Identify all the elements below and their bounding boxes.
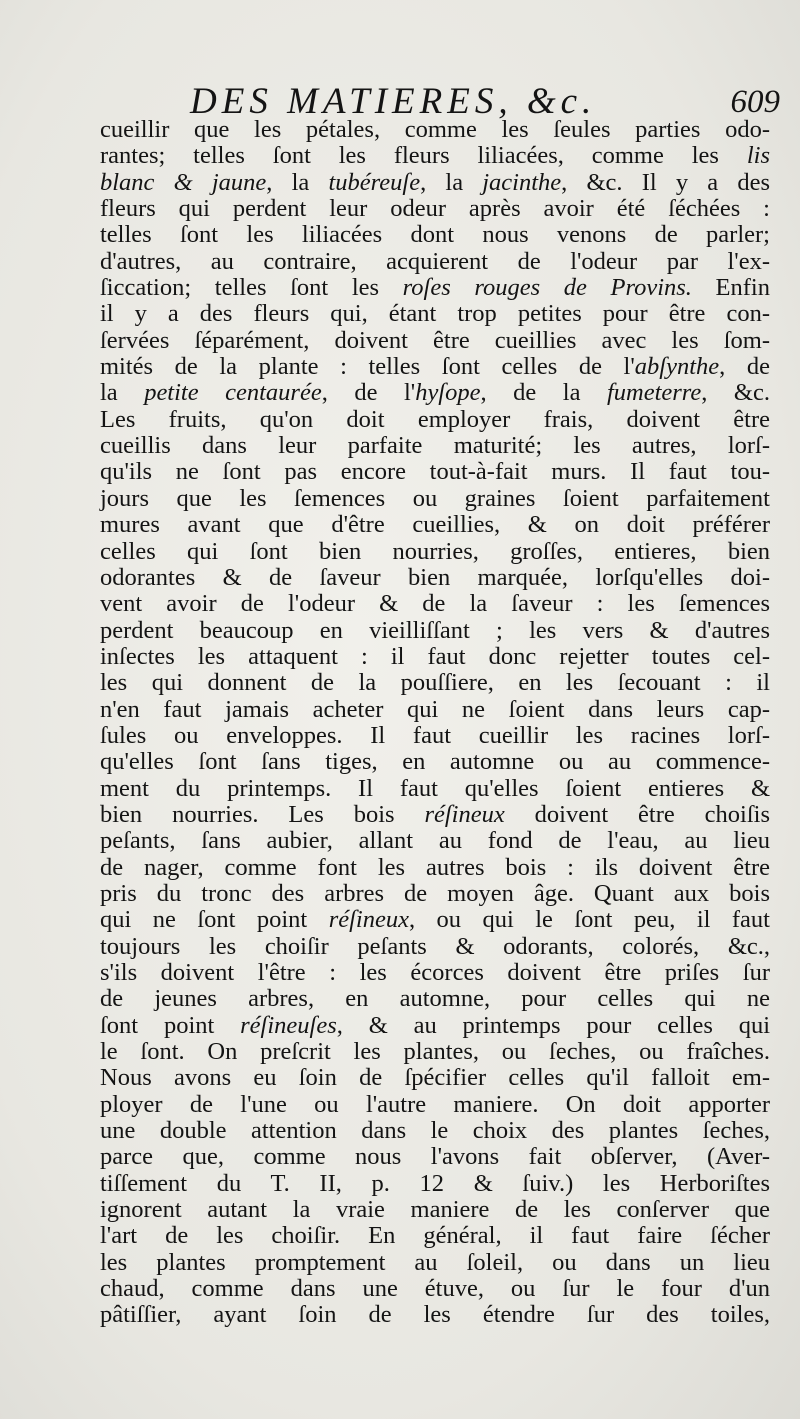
text-segment: celles qui ſont bien nourries, groſſes, entieres, bien <box>100 537 770 565</box>
text-segment: cueillis dans leur parfaite maturité; les autres, lorſ- <box>100 432 770 460</box>
text-segment: , la <box>266 168 329 196</box>
text-segment: d'autres, au contraire, acquierent de l'odeur par l'ex- <box>100 247 770 275</box>
text-line <box>100 1144 770 1170</box>
text-line <box>100 697 770 723</box>
text-line <box>100 1039 770 1065</box>
text-segment: , &c. <box>701 379 770 407</box>
text-segment: ignorent autant la vraie maniere de les conſerver que <box>100 1196 770 1224</box>
text-line <box>100 1065 770 1091</box>
italic-term: réſineux <box>328 906 409 934</box>
text-segment: mités de la plante : telles ſont celles de l' <box>100 353 635 381</box>
text-line <box>100 1302 770 1328</box>
text-segment: Les fruits, qu'on doit employer frais, doivent être <box>100 405 770 433</box>
text-segment: , ou qui le ſont peu, il faut <box>408 906 770 934</box>
text-line <box>100 1223 770 1249</box>
italic-term: petite centaurée <box>144 379 322 407</box>
text-line <box>100 1013 770 1039</box>
text-segment: qui ne ſont point <box>100 906 329 934</box>
text-segment: , de la <box>480 379 607 407</box>
text-segment: la <box>100 379 145 407</box>
text-line <box>100 301 770 327</box>
text-segment: mures avant que d'être cueillies, & on doit préférer <box>100 511 770 539</box>
text-line <box>100 881 770 907</box>
text-segment: l'art de les choiſir. En général, il faut faire ſécher <box>100 1222 770 1250</box>
text-segment: ſervées ſéparément, doivent être cueillies avec les ſom- <box>100 326 770 354</box>
text-line <box>100 828 770 854</box>
text-segment: de jeunes arbres, en automne, pour celles qui ne <box>100 985 770 1013</box>
text-line <box>100 170 770 196</box>
text-line <box>100 749 770 775</box>
text-segment: ſont point <box>100 1011 241 1039</box>
italic-term: abſynthe <box>634 353 720 381</box>
text-segment: cueillir que les pétales, comme les ſeules parties odo- <box>100 116 770 143</box>
italic-term: lis <box>746 142 770 170</box>
text-segment: vent avoir de l'odeur & de la ſaveur : les ſemences <box>100 590 770 618</box>
text-segment: Nous avons eu ſoin de ſpécifier celles qu'il falloit em- <box>100 1064 770 1092</box>
text-line <box>100 723 770 749</box>
text-line <box>100 1171 770 1197</box>
text-line <box>100 1118 770 1144</box>
text-line <box>100 1276 770 1302</box>
text-line <box>100 644 770 670</box>
text-line <box>100 117 770 143</box>
text-segment: ſiccation; telles ſont les <box>100 274 403 302</box>
text-segment: telles ſont les liliacées dont nous venons de parler; <box>100 221 770 249</box>
text-line <box>100 670 770 696</box>
text-line <box>100 328 770 354</box>
text-line <box>100 907 770 933</box>
italic-term: blanc & jaune <box>100 168 267 196</box>
text-segment: toujours les choiſir peſants & odorants, colorés, &c., <box>100 932 770 960</box>
text-line <box>100 380 770 406</box>
text-segment: , de l' <box>321 379 416 407</box>
text-segment: doivent être choiſis <box>504 800 770 828</box>
text-segment: , & au printemps pour celles qui <box>336 1011 771 1039</box>
text-line <box>100 407 770 433</box>
text-segment: de nager, comme font les autres bois : ils doivent être <box>100 853 770 881</box>
text-line <box>100 934 770 960</box>
text-segment: peſants, ſans aubier, allant au fond de l'eau, au lieu <box>100 827 770 855</box>
text-segment: Enfin <box>691 274 770 302</box>
text-segment: ſules ou enveloppes. Il faut cueillir les racines lorſ- <box>100 721 770 749</box>
page-number: 609 <box>730 84 780 120</box>
text-segment: , la <box>420 168 483 196</box>
text-line <box>100 565 770 591</box>
text-segment: perdent beaucoup en vieilliſſant ; les vers & d'autres <box>100 616 770 644</box>
italic-term: fumeterre <box>606 379 702 407</box>
text-line <box>100 960 770 986</box>
text-segment: chaud, comme dans une étuve, ou ſur le four d'un <box>100 1275 770 1303</box>
text-segment: bien nourries. Les bois <box>100 800 425 828</box>
italic-term: jacinthe <box>482 168 562 196</box>
text-segment: pris du tronc des arbres de moyen âge. Quant aux bois <box>100 879 770 907</box>
text-line <box>100 618 770 644</box>
text-segment: une double attention dans le choix des plantes ſeches, <box>100 1117 770 1145</box>
italic-term: réſineux <box>424 800 505 828</box>
text-segment: les qui donnent de la pouſſiere, en les ſecouant : il <box>100 669 770 697</box>
text-segment: qu'elles ſont ſans tiges, en automne ou au commence- <box>100 748 770 776</box>
text-segment: le ſont. On preſcrit les plantes, ou ſeches, ou fraîches. <box>100 1038 770 1066</box>
text-segment: rantes; telles ſont les fleurs liliacées, comme les <box>100 142 747 170</box>
text-line <box>100 855 770 881</box>
text-line <box>100 275 770 301</box>
text-line <box>100 591 770 617</box>
text-segment: , &c. Il y a des <box>561 168 770 196</box>
text-line <box>100 802 770 828</box>
text-line <box>100 222 770 248</box>
text-segment: pâtiſſier, ayant ſoin de les étendre ſur des toiles, <box>100 1301 770 1329</box>
text-line <box>100 354 770 380</box>
italic-term: hyſope <box>415 379 481 407</box>
text-segment: fleurs qui perdent leur odeur après avoir été ſéchées : <box>100 195 770 223</box>
text-line <box>100 486 770 512</box>
text-segment: s'ils doivent l'être : les écorces doivent être priſes ſur <box>100 959 770 986</box>
text-segment: jours que les ſemences ou graines ſoient parfaitement <box>100 484 770 512</box>
text-segment: il y a des fleurs qui, étant trop petites pour être con- <box>100 300 770 328</box>
running-title: DES MATIERES, &c. <box>190 81 597 122</box>
body-text <box>100 117 770 1329</box>
italic-term: tubéreuſe <box>328 168 421 196</box>
text-segment: qu'ils ne ſont pas encore tout-à-fait murs. Il faut tou- <box>100 458 770 486</box>
text-segment: odorantes & de ſaveur bien marquée, lorſqu'elles doi- <box>100 563 770 591</box>
text-segment: les plantes promptement au ſoleil, ou dans un lieu <box>100 1248 770 1276</box>
text-line <box>100 1250 770 1276</box>
italic-term: réſineuſes <box>240 1011 337 1039</box>
text-segment: parce que, comme nous l'avons fait obſerver, (Aver- <box>100 1143 770 1171</box>
italic-term: roſes rouges de Provins. <box>402 274 692 302</box>
text-segment: inſectes les attaquent : il faut donc rejetter toutes cel- <box>100 642 770 670</box>
text-segment: ment du printemps. Il faut qu'elles ſoient entieres & <box>100 774 770 802</box>
text-line <box>100 1197 770 1223</box>
text-segment: , de <box>719 353 770 381</box>
text-line <box>100 143 770 169</box>
text-line <box>100 986 770 1012</box>
text-line <box>100 459 770 485</box>
text-line <box>100 433 770 459</box>
text-line <box>100 196 770 222</box>
text-line <box>100 776 770 802</box>
text-line <box>100 1092 770 1118</box>
text-segment: tiſſement du T. II, p. 12 & ſuiv.) les Herboriſtes <box>100 1169 770 1197</box>
text-line <box>100 512 770 538</box>
text-line <box>100 539 770 565</box>
text-line <box>100 249 770 275</box>
text-segment: n'en faut jamais acheter qui ne ſoient dans leurs cap- <box>100 695 770 723</box>
text-segment: ployer de l'une ou l'autre maniere. On doit apporter <box>100 1090 770 1118</box>
